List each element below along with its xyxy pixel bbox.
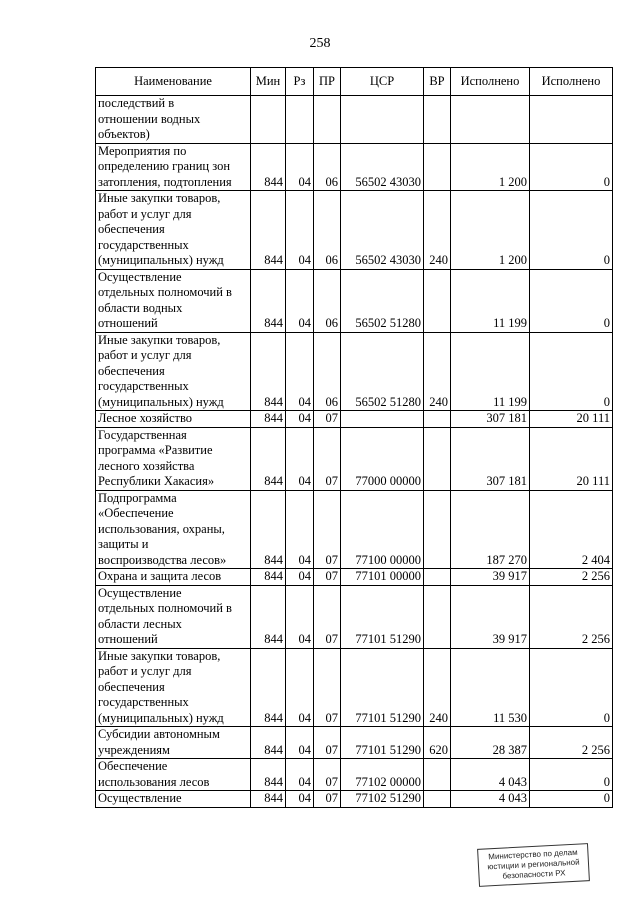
cell-min: 844 <box>251 759 286 791</box>
cell-executed-2: 2 404 <box>530 490 613 569</box>
table-row <box>96 427 613 490</box>
cell-executed-2 <box>530 96 613 144</box>
cell-name: Осуществление отдельных полномочий в области водных отношений <box>96 269 251 332</box>
cell-min: 844 <box>251 269 286 332</box>
cell-csr: 77101 51290 <box>341 648 424 727</box>
cell-executed-2: 2 256 <box>530 569 613 586</box>
cell-vr: 240 <box>424 648 451 727</box>
cell-pr: 07 <box>314 759 341 791</box>
cell-vr: 240 <box>424 332 451 411</box>
table-row <box>96 585 613 648</box>
cell-rz: 04 <box>286 269 314 332</box>
cell-executed-1: 307 181 <box>451 411 530 428</box>
stamp-line: юстиции и региональной <box>487 857 580 872</box>
table-row <box>96 96 613 144</box>
cell-executed-1: 4 043 <box>451 759 530 791</box>
cell-rz: 04 <box>286 791 314 808</box>
cell-executed-1: 28 387 <box>451 727 530 759</box>
cell-name: Государственная программа «Развитие лесного хозяйства Республики Хакасия» <box>96 427 251 490</box>
cell-executed-1: 307 181 <box>451 427 530 490</box>
cell-vr <box>424 427 451 490</box>
cell-name: Осуществление <box>96 791 251 808</box>
column-header-rz: Рз <box>286 68 314 96</box>
cell-csr: 56502 51280 <box>341 332 424 411</box>
cell-name: последствий в отношении водных объектов) <box>96 96 251 144</box>
stamp-line: безопасности РХ <box>502 868 566 881</box>
cell-vr <box>424 143 451 191</box>
cell-pr <box>314 96 341 144</box>
table-row <box>96 759 613 791</box>
cell-rz: 04 <box>286 332 314 411</box>
cell-csr: 77101 51290 <box>341 727 424 759</box>
cell-min: 844 <box>251 332 286 411</box>
cell-executed-1 <box>451 96 530 144</box>
cell-min: 844 <box>251 191 286 270</box>
table-row <box>96 569 613 586</box>
cell-pr: 06 <box>314 332 341 411</box>
column-header-executed-1: Исполнено <box>451 68 530 96</box>
cell-vr: 240 <box>424 191 451 270</box>
cell-name: Охрана и защита лесов <box>96 569 251 586</box>
cell-csr: 77101 00000 <box>341 569 424 586</box>
cell-pr: 07 <box>314 648 341 727</box>
column-header-name: Наименование <box>96 68 251 96</box>
cell-executed-1: 11 530 <box>451 648 530 727</box>
cell-rz: 04 <box>286 759 314 791</box>
cell-pr: 07 <box>314 791 341 808</box>
cell-rz: 04 <box>286 143 314 191</box>
cell-min: 844 <box>251 411 286 428</box>
cell-vr <box>424 490 451 569</box>
column-header-executed-2: Исполнено <box>530 68 613 96</box>
cell-rz: 04 <box>286 490 314 569</box>
cell-csr <box>341 96 424 144</box>
cell-csr: 77102 51290 <box>341 791 424 808</box>
cell-rz: 04 <box>286 585 314 648</box>
cell-executed-2: 0 <box>530 191 613 270</box>
cell-pr: 07 <box>314 585 341 648</box>
cell-rz: 04 <box>286 648 314 727</box>
table-row <box>96 269 613 332</box>
cell-pr: 07 <box>314 727 341 759</box>
cell-csr: 77100 00000 <box>341 490 424 569</box>
cell-min <box>251 96 286 144</box>
cell-rz: 04 <box>286 569 314 586</box>
stamp-line: Министерство по делам <box>488 847 578 862</box>
table-row <box>96 791 613 808</box>
cell-executed-1: 187 270 <box>451 490 530 569</box>
cell-pr: 07 <box>314 490 341 569</box>
table-row <box>96 648 613 727</box>
cell-vr <box>424 411 451 428</box>
page-number: 258 <box>309 36 331 51</box>
cell-pr: 07 <box>314 427 341 490</box>
cell-rz: 04 <box>286 411 314 428</box>
cell-pr: 06 <box>314 143 341 191</box>
table-body <box>96 96 613 808</box>
cell-name: Субсидии автономным учреждениям <box>96 727 251 759</box>
cell-executed-1: 11 199 <box>451 332 530 411</box>
cell-executed-1: 11 199 <box>451 269 530 332</box>
cell-executed-2: 0 <box>530 648 613 727</box>
cell-vr <box>424 269 451 332</box>
cell-vr <box>424 585 451 648</box>
cell-executed-1: 1 200 <box>451 143 530 191</box>
cell-executed-1: 1 200 <box>451 191 530 270</box>
cell-vr <box>424 569 451 586</box>
cell-csr: 56502 51280 <box>341 269 424 332</box>
cell-name: Подпрограмма «Обеспечение использования, охраны, защиты и воспроизводства лесов» <box>96 490 251 569</box>
cell-name: Иные закупки товаров, работ и услуг для обеспечения государственных (муниципальных) нужд <box>96 191 251 270</box>
cell-min: 844 <box>251 585 286 648</box>
cell-executed-2: 2 256 <box>530 727 613 759</box>
cell-name: Иные закупки товаров, работ и услуг для обеспечения государственных (муниципальных) нужд <box>96 648 251 727</box>
table-row <box>96 332 613 411</box>
cell-rz: 04 <box>286 191 314 270</box>
cell-executed-2: 0 <box>530 791 613 808</box>
cell-executed-2: 20 111 <box>530 411 613 428</box>
cell-vr <box>424 96 451 144</box>
cell-executed-2: 0 <box>530 269 613 332</box>
column-header-min: Мин <box>251 68 286 96</box>
cell-executed-2: 0 <box>530 759 613 791</box>
cell-min: 844 <box>251 727 286 759</box>
table-header-row <box>96 68 613 96</box>
budget-execution-table <box>95 67 613 808</box>
ministry-stamp <box>477 843 590 887</box>
cell-executed-1: 39 917 <box>451 569 530 586</box>
cell-name: Обеспечение использования лесов <box>96 759 251 791</box>
cell-csr: 77000 00000 <box>341 427 424 490</box>
cell-executed-2: 0 <box>530 332 613 411</box>
cell-rz: 04 <box>286 427 314 490</box>
column-header-vr: ВР <box>424 68 451 96</box>
cell-executed-1: 39 917 <box>451 585 530 648</box>
table-row <box>96 143 613 191</box>
cell-csr: 56502 43030 <box>341 143 424 191</box>
table-row <box>96 490 613 569</box>
table-row <box>96 727 613 759</box>
table-row <box>96 411 613 428</box>
cell-pr: 07 <box>314 411 341 428</box>
cell-executed-2: 0 <box>530 143 613 191</box>
column-header-pr: ПР <box>314 68 341 96</box>
cell-min: 844 <box>251 143 286 191</box>
cell-min: 844 <box>251 490 286 569</box>
cell-min: 844 <box>251 648 286 727</box>
cell-csr: 77101 51290 <box>341 585 424 648</box>
column-header-csr: ЦСР <box>341 68 424 96</box>
cell-name: Иные закупки товаров, работ и услуг для обеспечения государственных (муниципальных) нужд <box>96 332 251 411</box>
cell-pr: 07 <box>314 569 341 586</box>
cell-name: Мероприятия по определению границ зон затопления, подтопления <box>96 143 251 191</box>
cell-csr: 77102 00000 <box>341 759 424 791</box>
cell-name: Лесное хозяйство <box>96 411 251 428</box>
cell-pr: 06 <box>314 191 341 270</box>
cell-pr: 06 <box>314 269 341 332</box>
cell-executed-2: 20 111 <box>530 427 613 490</box>
cell-min: 844 <box>251 569 286 586</box>
cell-csr: 56502 43030 <box>341 191 424 270</box>
cell-vr: 620 <box>424 727 451 759</box>
cell-vr <box>424 759 451 791</box>
cell-rz <box>286 96 314 144</box>
table-row <box>96 191 613 270</box>
cell-min: 844 <box>251 427 286 490</box>
cell-min: 844 <box>251 791 286 808</box>
cell-vr <box>424 791 451 808</box>
cell-csr <box>341 411 424 428</box>
cell-name: Осуществление отдельных полномочий в области лесных отношений <box>96 585 251 648</box>
cell-rz: 04 <box>286 727 314 759</box>
cell-executed-1: 4 043 <box>451 791 530 808</box>
cell-executed-2: 2 256 <box>530 585 613 648</box>
